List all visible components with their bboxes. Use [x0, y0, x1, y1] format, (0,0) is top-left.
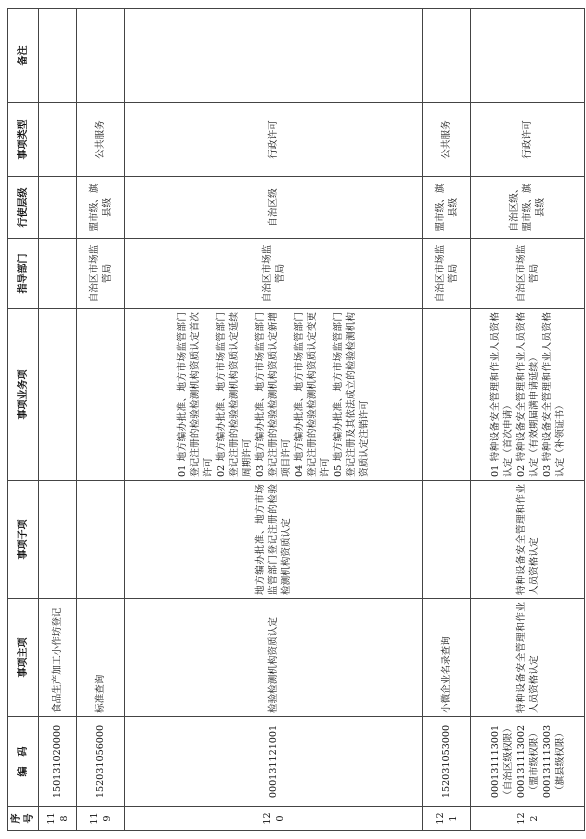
- business-line: 05 地方编办批准、地方市场监管部门登记注册及其依法成立的检验检测机构资质认定注销许可: [333, 312, 370, 477]
- code-cell: [471, 717, 585, 807]
- sub-item-cell: 特种设备安全管理和作业人员资格认定: [471, 481, 585, 599]
- main-item-cell: 标准查询: [77, 599, 125, 717]
- business-line: 01 特种设备安全管理和作业人员资格认定（首次申请）: [489, 312, 514, 477]
- note-cell: [471, 9, 585, 103]
- type-cell: 行政许可: [125, 103, 423, 177]
- seq-cell: 121: [423, 807, 471, 831]
- note-cell: [125, 9, 423, 103]
- header-business-item: 事项业务项: [8, 309, 39, 481]
- sub-item-cell: [423, 481, 471, 599]
- business-item-cell: [423, 309, 471, 481]
- dept-cell: 自治区市场监管局: [423, 239, 471, 309]
- seq-cell: 118: [39, 807, 77, 831]
- note-cell: [423, 9, 471, 103]
- seq-cell: 122: [471, 807, 585, 831]
- level-cell: 自治区级、盟市级、旗县级: [471, 177, 585, 239]
- code-line: 000131113001: [489, 724, 501, 799]
- code-cell: 000131121001: [125, 717, 423, 807]
- code-line: （自治区级权限）: [502, 723, 514, 800]
- code-line: 000131113002: [515, 724, 527, 799]
- main-item-cell: 特种设备安全管理和作业人员资格认定: [471, 599, 585, 717]
- code-line: （旗县级权限）: [554, 727, 566, 796]
- business-line: 02 地方编办批准、地方市场监管部门登记注册的检验检测机构资质认定延续周期许可: [216, 312, 253, 477]
- dept-cell: 自治区市场监管局: [125, 239, 423, 309]
- header-seq: 序号: [8, 807, 39, 831]
- table-row: [77, 9, 125, 831]
- type-cell: 公共服务: [77, 103, 125, 177]
- business-line: 02 特种设备安全管理和作业人员资格认定（有效期届满申请延续）: [515, 312, 540, 477]
- sub-item-cell: 地方编办批准、地方市场监管部门登记注册的检验检测机构资质认定: [125, 481, 423, 599]
- business-item-cell: [471, 309, 585, 481]
- code-cell: 152031056000: [77, 717, 125, 807]
- sub-item-cell: [77, 481, 125, 599]
- main-item-cell: 小微企业名录查询: [423, 599, 471, 717]
- type-cell: [39, 103, 77, 177]
- type-cell: 行政许可: [471, 103, 585, 177]
- code-line: 000131113003: [541, 724, 553, 799]
- header-note: 备注: [8, 9, 39, 103]
- dept-cell: 自治区市场监管局: [471, 239, 585, 309]
- table-row: [39, 9, 77, 831]
- seq-cell: 120: [125, 807, 423, 831]
- header-main-item: 事项主项: [8, 599, 39, 717]
- header-dept: 指导部门: [8, 239, 39, 309]
- code-cell: 152031053000: [423, 717, 471, 807]
- code-cell: 150131020000: [39, 717, 77, 807]
- header-level: 行使层级: [8, 177, 39, 239]
- matters-table: [7, 8, 585, 831]
- note-cell: [77, 9, 125, 103]
- sub-item-cell: [39, 481, 77, 599]
- business-line: 01 地方编办批准、地方市场监管部门登记注册的检验检测机构资质认定首次许可: [177, 312, 214, 477]
- business-item-cell: [77, 309, 125, 481]
- header-sub-item: 事项子项: [8, 481, 39, 599]
- main-item-cell: 检验检测机构资质认定: [125, 599, 423, 717]
- seq-cell: 119: [77, 807, 125, 831]
- main-item-cell: 食品生产加工小作坊登记: [39, 599, 77, 717]
- business-line: 04 地方编办批准、地方市场监管部门登记注册的检验检测机构资质认定变更许可: [294, 312, 331, 477]
- note-cell: [39, 9, 77, 103]
- header-type: 事项类型: [8, 103, 39, 177]
- business-line: 03 地方编办批准、地方市场监管部门登记注册的检验检测机构资质认定新增项目许可: [255, 312, 292, 477]
- level-cell: [39, 177, 77, 239]
- dept-cell: [39, 239, 77, 309]
- table-row: [423, 9, 471, 831]
- level-cell: 盟市级、旗县级: [77, 177, 125, 239]
- table-row: [471, 9, 585, 831]
- dept-cell: 自治区市场监管局: [77, 239, 125, 309]
- header-code: 编 码: [8, 717, 39, 807]
- level-cell: 盟市级、旗县级: [423, 177, 471, 239]
- business-item-cell: [39, 309, 77, 481]
- table-header-row: [8, 9, 39, 831]
- code-line: （盟市级权限）: [528, 727, 540, 796]
- level-cell: 自治区级: [125, 177, 423, 239]
- business-line: 03 特种设备安全管理和作业人员资格认定（补领证书）: [541, 312, 566, 477]
- type-cell: 公共服务: [423, 103, 471, 177]
- business-item-cell: [125, 309, 423, 481]
- table-row: [125, 9, 423, 831]
